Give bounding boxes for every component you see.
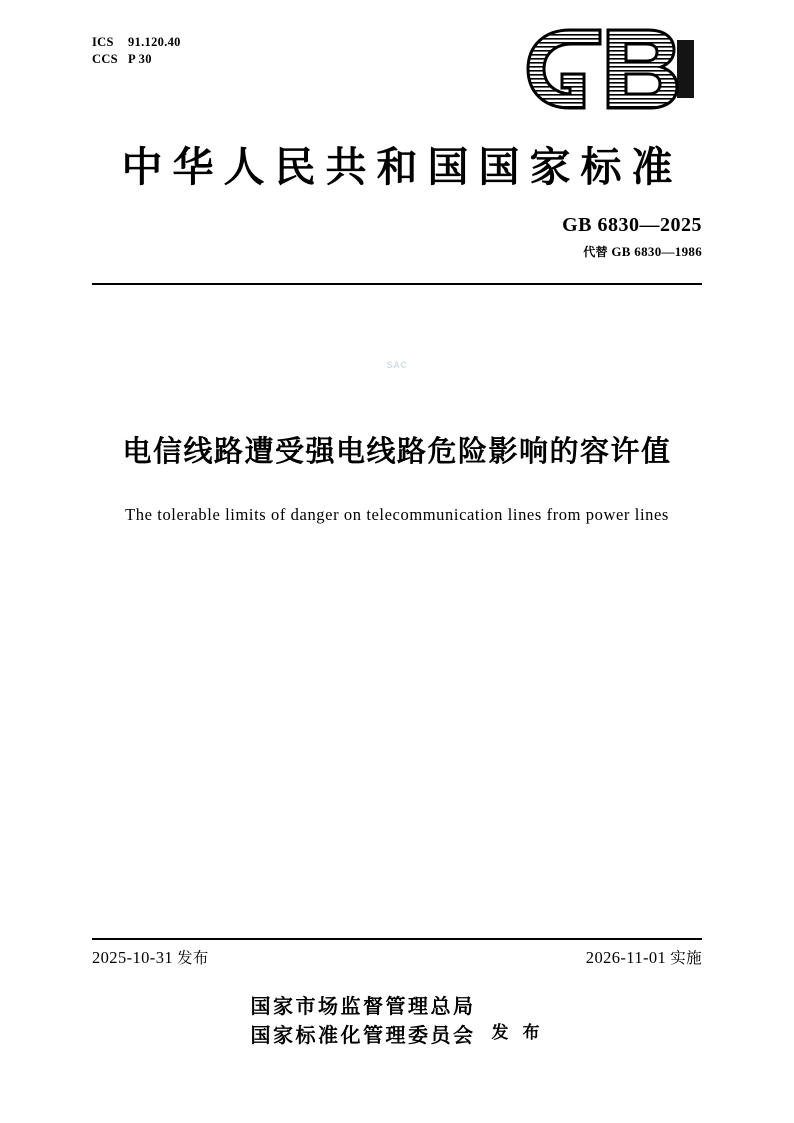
issuer-names: [251, 992, 476, 1050]
issuer-line-1: 国家市场监督管理总局: [250, 994, 476, 1018]
effective-date: [586, 946, 702, 968]
page-title: 中华人民共和国国家标准: [121, 143, 683, 191]
issuing-authority: [0, 992, 794, 1050]
classification-meta: [92, 34, 181, 68]
replaces-label: 代替: [583, 245, 608, 259]
standard-number: GB 6830—2025: [562, 214, 702, 236]
ics-value: 91.120.40: [128, 35, 181, 49]
document-title-chinese: 电信线路遭受强电线路危险影响的容许值: [122, 434, 672, 468]
issuer-line-2: 国家标准化管理委员会: [250, 1023, 476, 1047]
sac-emblem-text: SAC: [386, 360, 408, 370]
ccs-row: [92, 51, 181, 68]
issue-date-label: 发布: [177, 949, 209, 967]
sac-emblem-icon: [380, 348, 414, 382]
document-title-english: The tolerable limits of danger on telecommunication lines from power lines: [125, 505, 669, 524]
gb-logo-icon: [522, 26, 702, 112]
ccs-value: P 30: [128, 52, 152, 66]
replaces-number: GB 6830—1986: [611, 244, 702, 259]
effective-date-value: 2026-11-01: [585, 948, 667, 967]
issue-date: [92, 946, 209, 968]
ics-row: [92, 34, 181, 51]
ccs-label: CCS: [92, 52, 118, 66]
divider-bottom: [92, 938, 702, 940]
effective-date-label: 实施: [670, 949, 702, 967]
issuer-publish-label: 发 布: [491, 1022, 544, 1043]
replaces-line: [562, 243, 702, 262]
ics-label: ICS: [92, 35, 114, 49]
standard-number-block: [562, 211, 702, 262]
issue-date-value: 2025-10-31: [92, 948, 173, 967]
divider-top: [92, 283, 702, 285]
